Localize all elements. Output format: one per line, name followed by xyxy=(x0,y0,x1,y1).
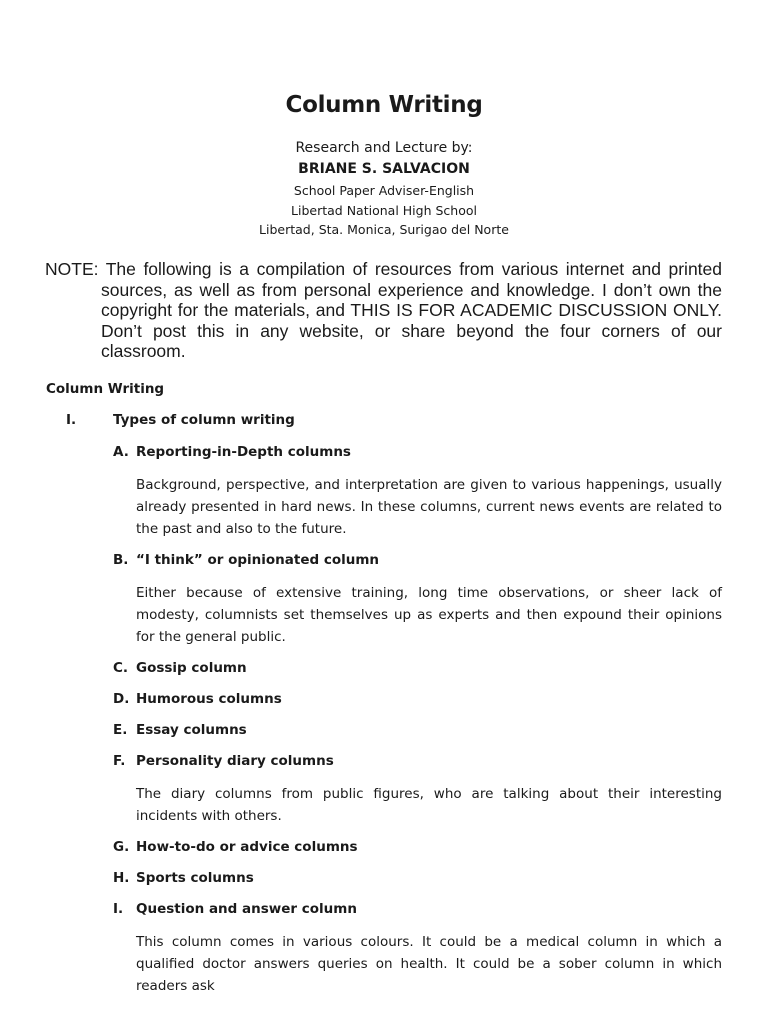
list-item-heading: Humorous columns xyxy=(136,691,282,707)
list-item-heading: Reporting-in-Depth columns xyxy=(136,444,351,460)
roman-heading: Types of column writing xyxy=(113,412,295,428)
list-item-letter: A. xyxy=(113,444,129,460)
list-item-letter: G. xyxy=(113,839,130,855)
list-item-heading: Personality diary columns xyxy=(136,753,334,769)
list-item-letter: F. xyxy=(113,753,126,769)
document-title: Column Writing xyxy=(285,92,483,118)
copyright-note: NOTE: The following is a compilation of resources from various internet and printed sources, as well as from personal experience and knowledge. I don’t own the copyright for the materials, and THIS IS FOR ACADEMIC DISCUSSION ONLY. Don’t post this in any website, or share beyond the four corners of our classroom. xyxy=(45,259,722,362)
list-item-heading: Gossip column xyxy=(136,660,247,676)
list-item-paragraph: The diary columns from public figures, who are talking about their interesting incidents with others. xyxy=(136,786,722,824)
list-item-heading: Question and answer column xyxy=(136,901,357,917)
list-item-paragraph: Either because of extensive training, long time observations, or sheer lack of modesty, columnists set themselves up as experts and then expound their opinions for the general public. xyxy=(136,585,722,645)
school-name: Libertad National High School xyxy=(291,203,477,218)
section-heading: Column Writing xyxy=(46,381,165,397)
author-role: School Paper Adviser-English xyxy=(293,183,475,198)
list-item-paragraph: This column comes in various colours. It could be a medical column in which a qualified doctor answers queries on health. It could be a sober column in which readers ask xyxy=(136,934,722,994)
list-item-letter: B. xyxy=(113,552,129,568)
roman-numeral: I. xyxy=(66,412,77,428)
list-item-letter: D. xyxy=(113,691,130,707)
list-item-heading: Sports columns xyxy=(136,870,254,886)
list-item-heading: “I think” or opinionated column xyxy=(136,552,380,568)
list-item-heading: How-to-do or advice columns xyxy=(136,839,358,855)
list-item-letter: I. xyxy=(113,901,124,917)
lecture-credit-label: Research and Lecture by: xyxy=(295,140,473,156)
school-location: Libertad, Sta. Monica, Surigao del Norte xyxy=(259,222,509,237)
list-item-letter: H. xyxy=(113,870,130,886)
list-item-heading: Essay columns xyxy=(136,722,247,738)
list-item-paragraph: Background, perspective, and interpretation are given to various happenings, usually already presented in hard news. In these columns, current news events are related to the past and also to the future. xyxy=(136,477,722,537)
list-item-letter: E. xyxy=(113,722,128,738)
author-name: BRIANE S. SALVACION xyxy=(298,161,470,177)
list-item-letter: C. xyxy=(113,660,129,676)
